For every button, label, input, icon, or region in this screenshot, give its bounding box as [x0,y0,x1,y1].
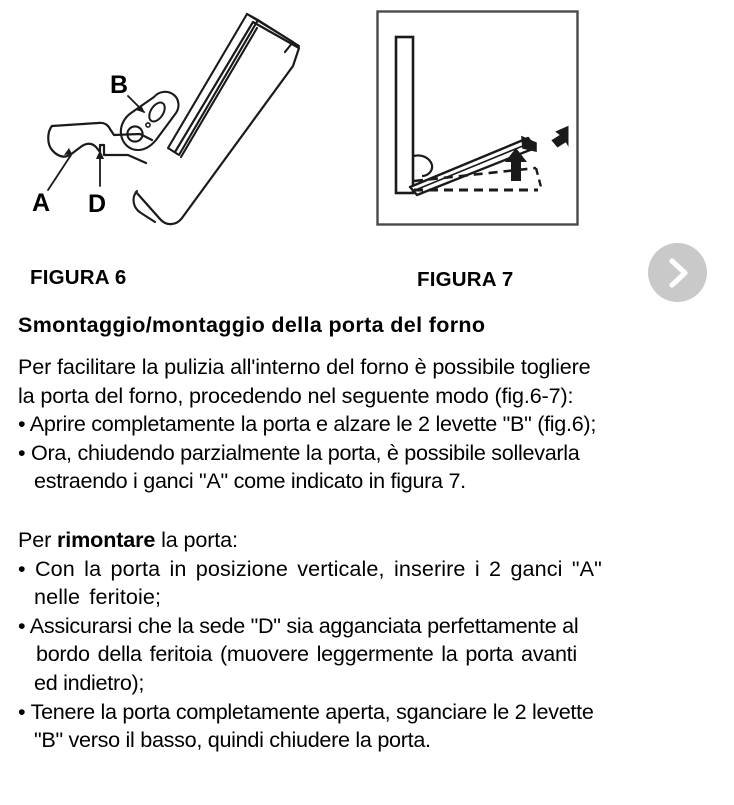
removal-item-2-line-1: • Ora, chiudendo parzialmente la porta, è possibile sollevarla [18,439,580,465]
instructions-content [18,312,718,755]
refit-lead-suffix: la porta: [155,526,238,552]
next-page-button[interactable] [648,243,707,302]
refit-lead-prefix: Per [18,526,58,552]
refit-item-2-line-1: • Assicurarsi che la sede "D" sia agganciata perfettamente al [18,612,579,638]
refit-item-1-line-1: • Con la porta in posizione verticale, inserire i 2 ganci "A" [18,555,602,581]
figure-7-illustration [370,5,585,233]
refit-lead [18,526,718,555]
refit-item-2-line-3: ed indietro); [34,669,145,695]
figure-6-label-B: B [110,71,129,99]
refit-item-3-line-2: "B" verso il basso, quindi chiudere la porta. [34,727,431,753]
figures-area [0,0,734,240]
figure-6-label-A: A [32,189,51,217]
refit-item-3-line-1: • Tenere la porta completamente aperta, sganciare le 2 levette [18,698,594,724]
paragraph-spacer [18,496,718,526]
refit-lead-bold: rimontare [57,526,156,552]
removal-item-1-line-1: • Aprire completamente la porta e alzare le 2 levette "B" (fig.6); [18,411,597,437]
intro-line-1: Per facilitare la pulizia all'interno del forno è possibile togliere [18,354,591,379]
figure-6-label-D: D [88,190,107,218]
chevron-right-icon [661,256,695,290]
refit-item-2-line-2: bordo della feritoia (muovere leggermente la porta avanti [36,641,577,667]
intro-line-2: la porta del forno, procedendo nel seguente modo (fig.6-7): [18,382,574,408]
figure-7-caption: FIGURA 7 [417,268,514,291]
figure-6-illustration [0,0,340,240]
section-heading: Smontaggio/montaggio della porta del forno [18,313,486,337]
figure-6-caption: FIGURA 6 [30,266,127,289]
removal-item-2-line-2: estraendo i ganci "A" come indicato in figura 7. [34,468,466,494]
refit-item-1-line-2: nelle feritoie; [34,584,162,610]
